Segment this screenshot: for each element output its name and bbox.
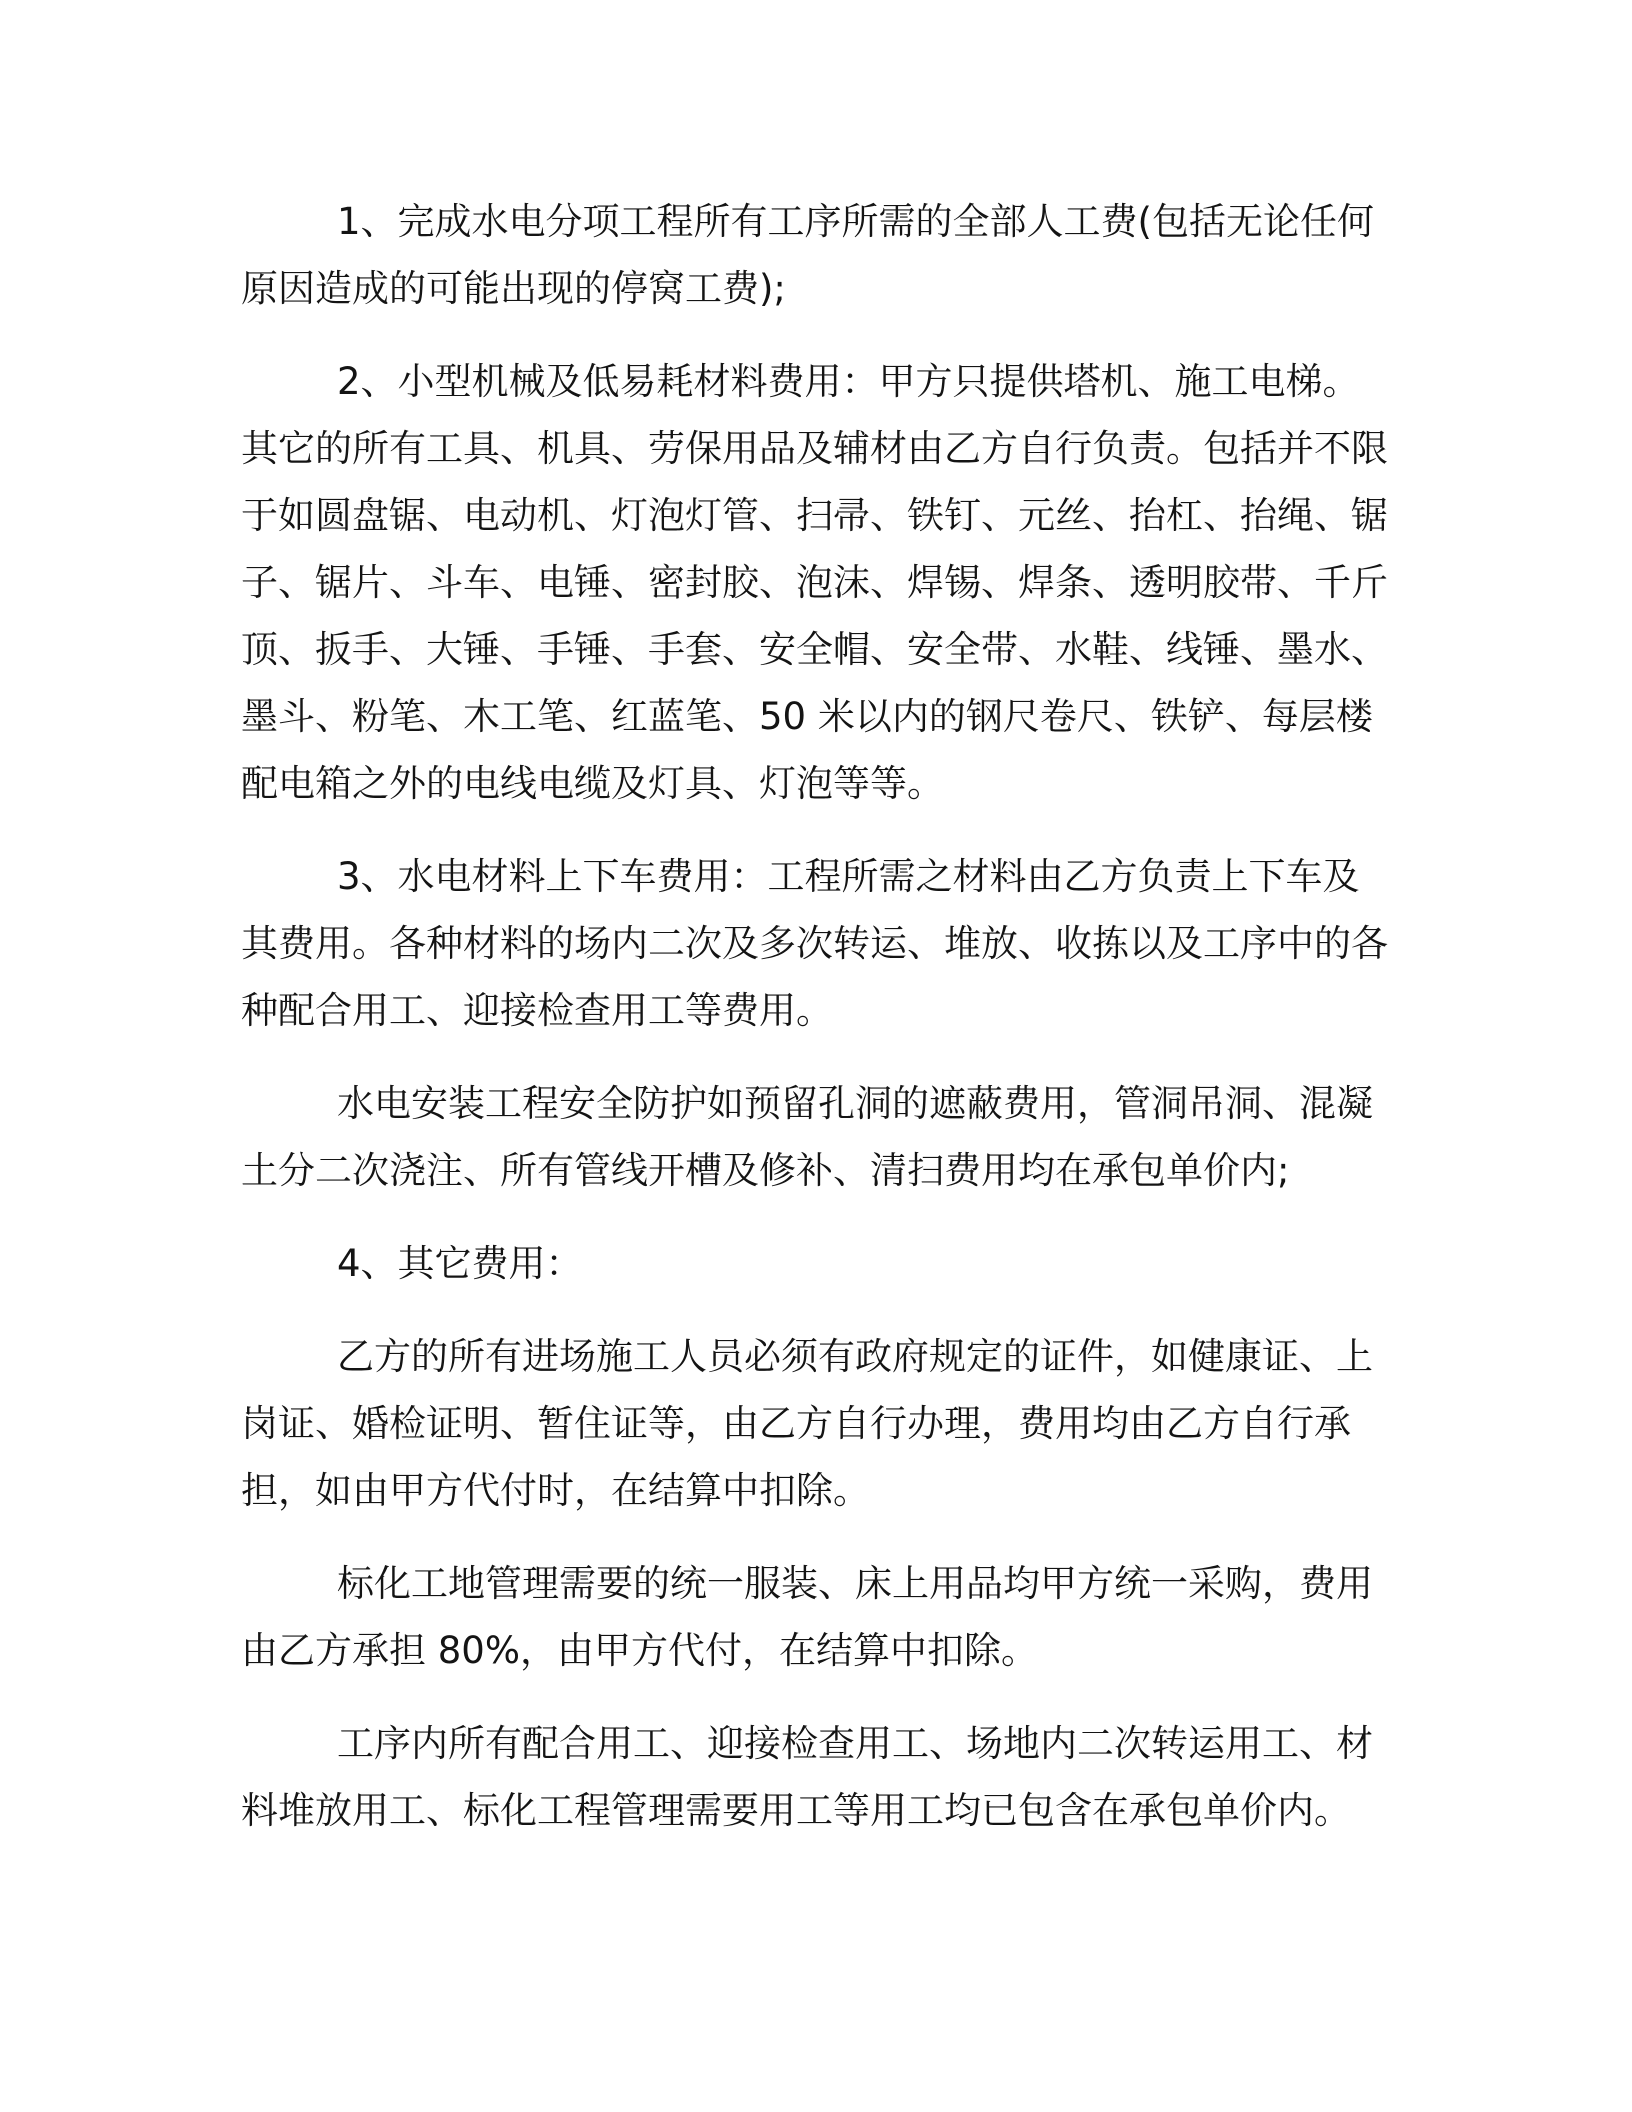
paragraph-labor-cost: 1、完成水电分项工程所有工序所需的全部人工费(包括无论任何原因造成的可能出现的停窝工费);	[241, 200, 1374, 310]
paragraph-other-costs-heading: 4、其它费用：	[337, 1242, 583, 1285]
paragraph-safety-protection: 水电安装工程安全防护如预留孔洞的遮蔽费用，管洞吊洞、混凝土分二次浇注、所有管线开槽及修补、清扫费用均在承包单价内;	[241, 1082, 1373, 1192]
document-body	[241, 188, 1391, 1870]
paragraph-material-loading-cost: 3、水电材料上下车费用：工程所需之材料由乙方负责上下车及其费用。各种材料的场内二次及多次转运、堆放、收拣以及工序中的各种配合用工、迎接检查用工等费用。	[241, 855, 1388, 1032]
paragraph-small-machinery-cost: 2、小型机械及低易耗材料费用：甲方只提供塔机、施工电梯。其它的所有工具、机具、劳保用品及辅材由乙方自行负责。包括并不限于如圆盘锯、电动机、灯泡灯管、扫帚、铁钉、元丝、抬杠、抬绳、锯子、锯片、斗车、电锤、密封胶、泡沫、焊锡、焊条、透明胶带、千斤顶、扳手、大锤、手锤、手套、安全帽、安全带、水鞋、线锤、墨水、墨斗、粉笔、木工笔、红蓝笔、50 米以内的钢尺卷尺、铁铲、每层楼配电箱之外的电线电缆及灯具、灯泡等等。	[241, 360, 1388, 805]
paragraph-auxiliary-labor: 工序内所有配合用工、迎接检查用工、场地内二次转运用工、材料堆放用工、标化工程管理需要用工等用工均已包含在承包单价内。	[241, 1722, 1373, 1832]
paragraph-worker-certificates: 乙方的所有进场施工人员必须有政府规定的证件，如健康证、上岗证、婚检证明、暂住证等，由乙方自行办理，费用均由乙方自行承担，如由甲方代付时，在结算中扣除。	[241, 1335, 1373, 1512]
paragraph-uniform-bedding: 标化工地管理需要的统一服装、床上用品均甲方统一采购，费用由乙方承担 80%，由甲方代付，在结算中扣除。	[241, 1562, 1373, 1672]
